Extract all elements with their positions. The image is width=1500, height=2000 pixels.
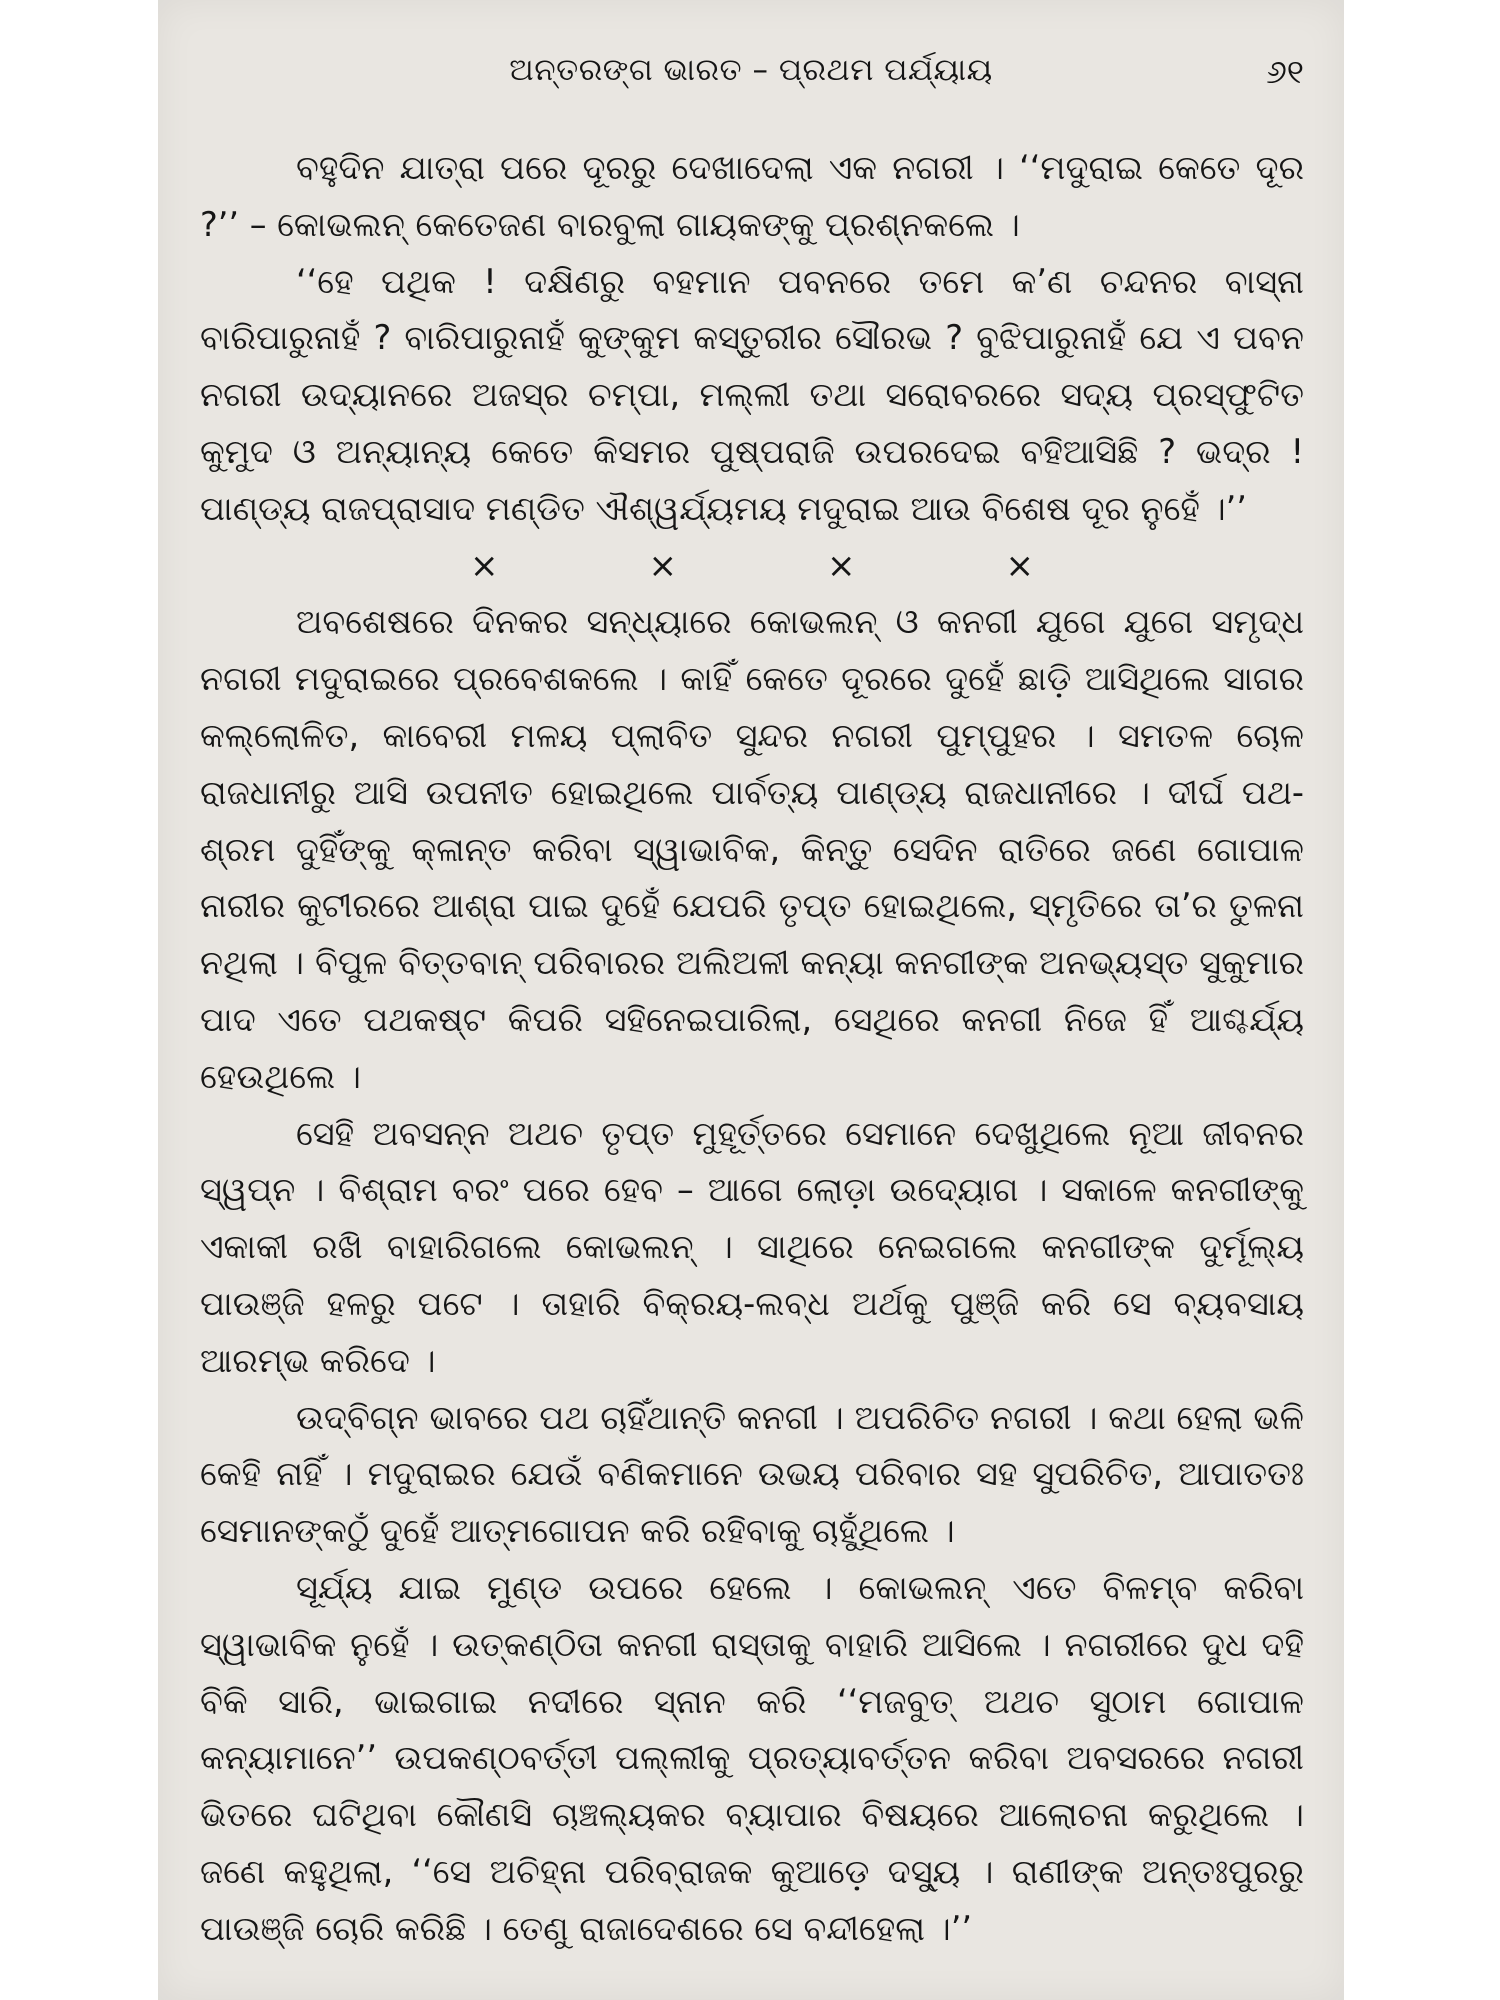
paragraph: ସେହି ଅବସନ୍ନ ଅଥଚ ତୃପ୍ତ ମୁହୂର୍ତ୍ତରେ ସେମାନେ ଦେଖୁଥିଲେ ନୂଆ ଜୀବନର ସ୍ୱପ୍ନ । ବିଶ୍ରାମ ବରଂ ପରେ ହେବ – ଆଗେ ଲୋଡ଼ା ଉଦ୍ୟୋଗ । ସକାଳେ କନଗୀଙ୍କୁ ଏକାକୀ ରଖି ବାହାରିଗଲେ କୋଭଲନ୍ । ସାଥିରେ ନେଇଗଲେ କନଗୀଙ୍କ ଦୁର୍ମୂଲ୍ୟ ପାଉଞ୍ଜି ହଳରୁ ପଟେ । ତାହାରି ବିକ୍ରୟ-ଲବ୍ଧ ଅର୍ଥକୁ ପୁଞ୍ଜି କରି ସେ ବ୍ୟବସାୟ ଆରମ୍ଭ କରିଦେ । bbox=[200, 1113, 1304, 1380]
separator-mark: × bbox=[827, 545, 856, 586]
separator-mark: × bbox=[470, 545, 499, 586]
separator-mark: × bbox=[648, 545, 677, 586]
paragraph: ସୂର୍ଯ୍ୟ ଯାଇ ମୁଣ୍ଡ ଉପରେ ହେଲେ । କୋଭଲନ୍ ଏତେ ବିଳମ୍ବ କରିବା ସ୍ୱାଭାବିକ ନୁହେଁ । ଉତ୍କଣ୍ଠିତା କନଗୀ ରାସ୍ତାକୁ ବାହାରି ଆସିଲେ । ନଗରୀରେ ଦୁଧ ଦହି ବିକି ସାରି, ଭାଇଗାଇ ନଦୀରେ ସ୍ନାନ କରି ‘‘ମଜବୁତ୍ ଅଥଚ ସୁଠାମ ଗୋପାଳ କନ୍ୟାମାନେ’’ ଉପକଣ୍ଠବର୍ତ୍ତୀ ପଲ୍ଲୀକୁ ପ୍ରତ୍ୟାବର୍ତ୍ତନ କରିବା ଅବସରରେ ନଗରୀ ଭିତରେ ଘଟିଥିବା କୌଣସି ଚାଞ୍ଚଲ୍ୟକର ବ୍ୟାପାର ବିଷୟରେ ଆଲୋଚନା କରୁଥିଲେ । ଜଣେ କହୁଥିଲା, ‘‘ସେ ଅଚିହ୍ନା ପରିବ୍ରାଜକ କୁଆଡ଼େ ଦସ୍ୟୁ । ରାଣୀଙ୍କ ଅନ୍ତଃପୁରରୁ ପାଉଞ୍ଜି ଚୋରି କରିଛି । ତେଣୁ ରାଜାଦେଶରେ ସେ ବନ୍ଦୀହେଲା ।’’ bbox=[200, 1567, 1304, 1948]
book-page bbox=[158, 0, 1344, 2000]
paragraph: ଉଦ୍‌ବିଗ୍ନ ଭାବରେ ପଥ ଚାହିଁଥାନ୍ତି କନଗୀ । ଅପରିଚିତ ନଗରୀ । କଥା ହେଲା ଭଳି କେହି ନାହିଁ । ମଦୁରାଇର ଯେଉଁ ବଣିକମାନେ ଉଭୟ ପରିବାର ସହ ସୁପରିଚିତ, ଆପାତତଃ ସେମାନଙ୍କଠୁଁ ଦୁହେଁ ଆତ୍ମଗୋପନ କରି ରହିବାକୁ ଚାହୁଁଥିଲେ । bbox=[200, 1397, 1304, 1551]
section-separator bbox=[200, 538, 1304, 595]
page-header bbox=[158, 52, 1344, 102]
separator-mark: × bbox=[1005, 545, 1034, 586]
paragraph: ‘‘ହେ ପଥିକ ! ଦକ୍ଷିଣରୁ ବହମାନ ପବନରେ ତମେ କ’ଣ ଚନ୍ଦନର ବାସ୍ନା ବାରିପାରୁନାହଁ ? ବାରିପାରୁନାହଁ କୁଙ୍କୁମ କସ୍ତୁରୀର ସୌରଭ ? ବୁଝିପାରୁନାହଁ ଯେ ଏ ପବନ ନଗରୀ ଉଦ୍ୟାନରେ ଅଜସ୍ର ଚମ୍ପା, ମଲ୍ଲୀ ତଥା ସରୋବରରେ ସଦ୍ୟ ପ୍ରସ୍ଫୁଟିତ କୁମୁଦ ଓ ଅନ୍ୟାନ୍ୟ କେତେ କିସମର ପୁଷ୍ପରାଜି ଉପରଦେଇ ବହିଆସିଛି ? ଭଦ୍ର ! ପାଣ୍ଡ୍ୟ ରାଜପ୍ରାସାଦ ମଣ୍ଡିତ ଐଶ୍ୱର୍ଯ୍ୟମୟ ମଦୁରାଇ ଆଉ ବିଶେଷ ଦୂର ନୁହେଁ ।’’ bbox=[200, 261, 1304, 528]
page-number: ୬୧ bbox=[1266, 52, 1304, 91]
body-text bbox=[200, 140, 1304, 1958]
paragraph: ଅବଶେଷରେ ଦିନକର ସନ୍ଧ୍ୟାରେ କୋଭଲନ୍ ଓ କନଗୀ ଯୁଗେ ଯୁଗେ ସମୃଦ୍ଧ ନଗରୀ ମଦୁରାଇରେ ପ୍ରବେଶକଲେ । କାହିଁ କେତେ ଦୂରରେ ଦୁହେଁ ଛାଡ଼ି ଆସିଥିଲେ ସାଗର କଲ୍ଲୋଳିତ, କାବେରୀ ମଳୟ ପ୍ଲାବିତ ସୁନ୍ଦର ନଗରୀ ପୁମ୍ପୁହର । ସମତଳ ଚୋଳ ରାଜଧାନୀରୁ ଆସି ଉପନୀତ ହୋଇଥିଲେ ପାର୍ବତ୍ୟ ପାଣ୍ଡ୍ୟ ରାଜଧାନୀରେ । ଦୀର୍ଘ ପଥ-ଶ୍ରମ ଦୁହିଁଙ୍କୁ କ୍ଳାନ୍ତ କରିବା ସ୍ୱାଭାବିକ, କିନ୍ତୁ ସେଦିନ ରାତିରେ ଜଣେ ଗୋପାଳ ନାରୀର କୁଟୀରରେ ଆଶ୍ରା ପାଇ ଦୁହେଁ ଯେପରି ତୃପ୍ତ ହୋଇଥିଲେ, ସ୍ମୃତିରେ ତା’ର ତୁଳନା ନଥିଲା । ବିପୁଳ ବିତ୍ତବାନ୍ ପରିବାରର ଅଲିଅଳୀ କନ୍ୟା କନଗୀଙ୍କ ଅନଭ୍ୟସ୍ତ ସୁକୁମାର ପାଦ ଏତେ ପଥକଷ୍ଟ କିପରି ସହିନେଇପାରିଲା, ସେଥିରେ କନଗୀ ନିଜେ ହିଁ ଆଶ୍ଚର୍ଯ୍ୟ ହେଉଥିଲେ । bbox=[200, 602, 1304, 1096]
running-title: ଅନ୍ତରଙ୍ଗ ଭାରତ – ପ୍ରଥମ ପର୍ଯ୍ୟାୟ bbox=[509, 52, 993, 88]
paragraph: ବହୁଦିନ ଯାତ୍ରା ପରେ ଦୂରରୁ ଦେଖାଦେଲା ଏକ ନଗରୀ । ‘‘ମଦୁରାଇ କେତେ ଦୂର ?’’ – କୋଭଲନ୍ କେତେଜଣ ବାରବୁଲା ଗାୟକଙ୍କୁ ପ୍ରଶ୍ନକଲେ । bbox=[200, 148, 1304, 244]
